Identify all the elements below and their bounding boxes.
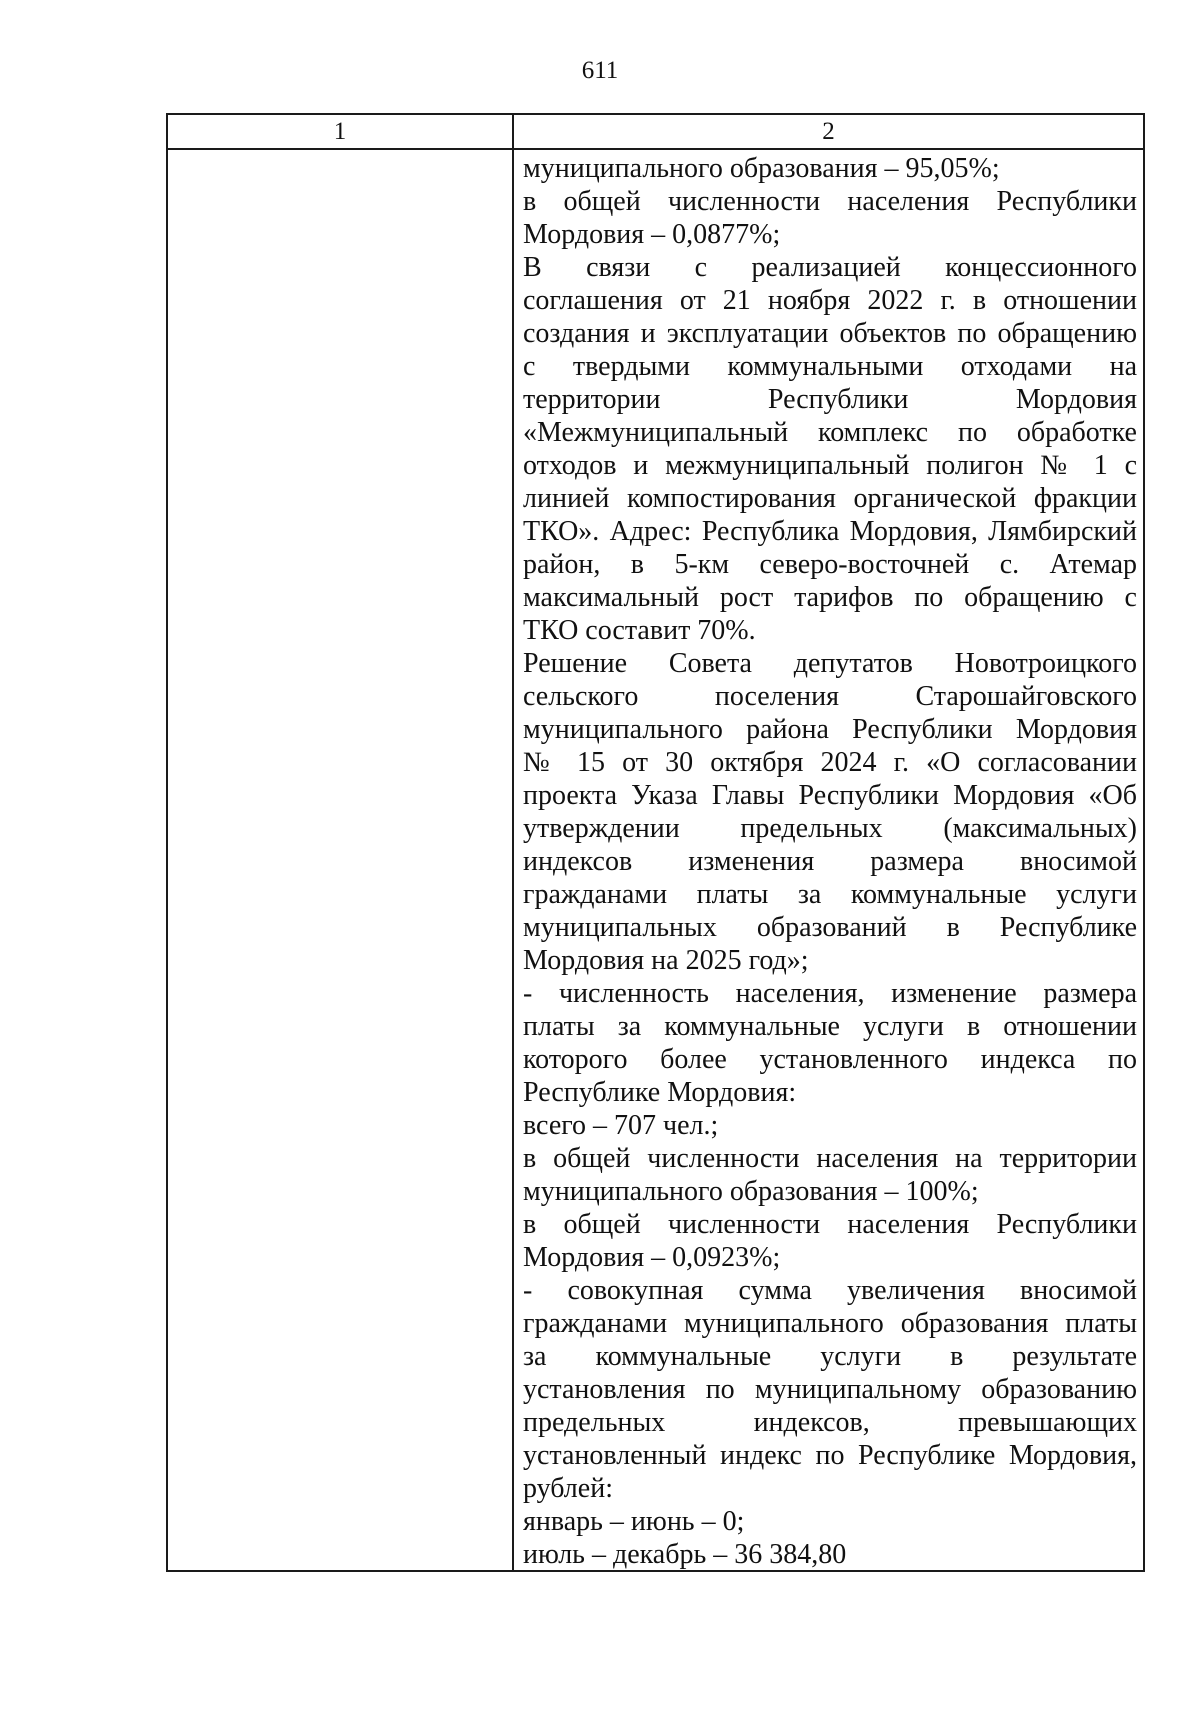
text-line: гражданами муниципального образования платы (523, 1308, 1137, 1339)
text-line: гражданами платы за коммунальные услуги (523, 879, 1137, 910)
text-line: Мордовия на 2025 год»; (523, 945, 809, 976)
text-line: индексов изменения размера вносимой (523, 846, 1137, 877)
text-line: утверждении предельных (максимальных) (523, 813, 1137, 844)
text-line: сельского поселения Старошайговского (523, 681, 1137, 712)
text-line: Мордовия – 0,0877%; (523, 219, 781, 250)
text-line: Решение Совета депутатов Новотроицкого (523, 648, 1137, 679)
table-cell-column-2 (523, 152, 1137, 1571)
text-line: предельных индексов, превышающих (523, 1407, 1137, 1438)
text-line: которого более установленного индекса по (523, 1044, 1137, 1075)
text-line: ТКО составит 70%. (523, 615, 756, 646)
text-line: установленный индекс по Республике Мордовия, (523, 1440, 1137, 1471)
text-line: создания и эксплуатации объектов по обращению (523, 318, 1137, 349)
text-line: в общей численности населения Республики (523, 1209, 1137, 1240)
text-line: рублей: (523, 1473, 613, 1504)
text-line: в общей численности населения на территории (523, 1143, 1137, 1174)
text-line: Мордовия – 0,0923%; (523, 1242, 781, 1273)
column-header-1: 1 (333, 118, 347, 145)
text-line: - совокупная сумма увеличения вносимой (523, 1275, 1137, 1306)
text-line: с твердыми коммунальными отходами на (523, 351, 1137, 382)
text-line: максимальный рост тарифов по обращению с (523, 582, 1137, 613)
text-line: отходов и межмуниципальный полигон № 1 с (523, 450, 1137, 481)
page-number: 611 (581, 57, 619, 84)
text-line: - численность населения, изменение размера (523, 978, 1137, 1009)
text-line: муниципального образования – 100%; (523, 1176, 979, 1207)
text-line: в общей численности населения Республики (523, 186, 1137, 217)
text-line: за коммунальные услуги в результате (523, 1341, 1137, 1372)
text-line: линией компостирования органической фракции (523, 483, 1137, 514)
text-line: муниципального района Республики Мордовия (523, 714, 1137, 745)
text-line: муниципальных образований в Республике (523, 912, 1137, 943)
text-line: Республике Мордовия: (523, 1077, 797, 1108)
text-line: территории Республики Мордовия (523, 384, 1137, 415)
text-line: соглашения от 21 ноября 2022 г. в отношении (523, 285, 1137, 316)
text-line: муниципального образования – 95,05%; (523, 153, 1000, 184)
text-line: установления по муниципальному образованию (523, 1374, 1137, 1405)
text-line: июль – декабрь – 36 384,80 (523, 1539, 847, 1570)
text-line: проекта Указа Главы Республики Мордовия «Об (523, 780, 1137, 811)
text-line: всего – 707 чел.; (523, 1110, 719, 1141)
document-table (166, 113, 1145, 1572)
text-line: ТКО». Адрес: Республика Мордовия, Лямбирский (523, 516, 1137, 547)
text-line: январь – июнь – 0; (523, 1506, 745, 1537)
column-divider (512, 115, 514, 1570)
table-header-row (168, 115, 1143, 150)
text-line: № 15 от 30 октября 2024 г. «О согласовании (523, 747, 1137, 778)
text-line: В связи с реализацией концессионного (523, 252, 1137, 283)
text-line: район, в 5-км северо-восточней с. Атемар (523, 549, 1137, 580)
text-line: платы за коммунальные услуги в отношении (523, 1011, 1137, 1042)
column-header-2: 2 (822, 118, 835, 145)
text-line: «Межмуниципальный комплекс по обработке (523, 417, 1137, 448)
